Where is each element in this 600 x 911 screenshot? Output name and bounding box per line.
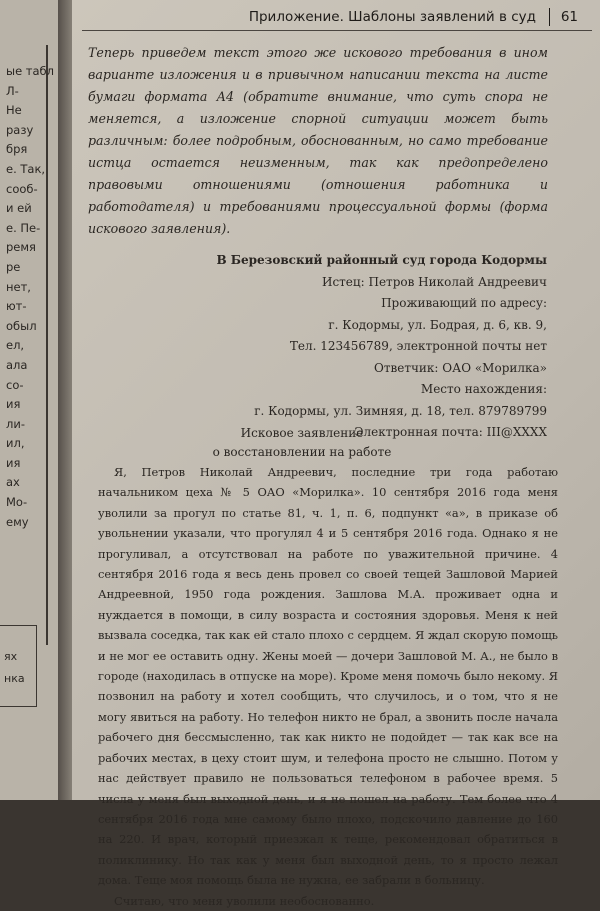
document-title	[132, 424, 472, 462]
left-fragment: бря	[6, 142, 28, 157]
left-fragment: ил,	[6, 436, 25, 451]
left-fragment: е. Пе-	[6, 220, 41, 235]
running-header	[72, 0, 592, 28]
page-number: 61	[560, 9, 578, 25]
left-fragment: ел,	[6, 338, 25, 353]
plaintiff-line: Истец: Петров Николай Андреевич	[321, 274, 547, 289]
left-fragment: Не	[6, 103, 22, 118]
plaintiff-contacts: Тел. 123456789, электронной почты нет	[289, 339, 547, 353]
body-paragraph: Я, Петров Николай Андреевич, последние три года работаю начальником цеха № 5 ОАО «Морилка». 10 сентября 2016 года меня уволили за прогул по статье 81, ч. 1, п. 6, подпункт «а», в приказе об увольнении указали, что прогулял 4 и 5 сентября 2016 года. Однако я не прогуливал, а отсутствовал на работе по уважительной причине. 4 сентября 2016 года я весь день провел со своей тещей Зашловой Марией Андреевной, 1950 года рождения. Зашлова М.А. проживает одна и нуждается в помощи, в силу возраста и состояния здоровья. Меня к ней вызвала соседка, так как ей стало плохо с сердцем. Я ждал скорую помощь и не мог ее оставить одну. Жены моей — дочери Зашловой М. А., не было в городе (находилась в отпуске на море). Кроме меня помочь было некому. Я позвонил на работу и хотел сообщить, что случилось, и о том, что я не могу явиться на работу. Но телефон никто не брал, а звонить после начала рабочего дня бессмысленно, так как никто не подойдет — так как все на рабочих местах, в цеху стоит шум, и телефона просто не слышно. Потом у нас действует правило не пользоваться телефоном в рабочее время. 5 числа у меня был выходной день, и я не пошел на работу. Тем более что 4 сентября 2016 года мне самому было плохо, подскочило давление до 160 на 220. И врач, который приезжал к теще, рекомендовал обратиться в поликлинику. Но так как у меня был выходной день, то я просто лежал дома. Теще моя помощь была не нужна, ее забрали в больницу.	[98, 465, 558, 888]
location-label: Место нахождения:	[420, 382, 547, 396]
left-fragment: сооб-	[6, 181, 38, 196]
left-fragment: ре	[6, 259, 21, 274]
left-fragment: ли-	[6, 416, 25, 431]
defendant-email: Электронная почта: III@XXXX	[354, 425, 547, 439]
left-fragment: со-	[6, 377, 24, 392]
header-rule	[82, 30, 592, 31]
left-page-border	[46, 45, 48, 645]
left-fragment: Л-	[6, 83, 19, 98]
left-fragment: ия	[6, 397, 21, 412]
body-paragraph: Считаю, что меня уволили необоснованно.	[114, 893, 375, 908]
left-page-text	[0, 62, 54, 532]
court-name: В Березовский районный суд города Кодормы	[216, 253, 547, 267]
title-line-2: о восстановлении на работе	[212, 445, 392, 459]
left-page	[0, 0, 62, 800]
left-box-text	[4, 646, 25, 690]
addressee-block	[192, 250, 547, 444]
left-fragment: нет,	[6, 279, 31, 294]
left-box-fragment: нка	[4, 672, 25, 685]
left-fragment: и ей	[6, 201, 32, 216]
right-page	[72, 0, 600, 908]
left-fragment: ему	[6, 514, 29, 529]
header-separator	[549, 8, 551, 26]
running-header-title: Приложение. Шаблоны заявлений в суд	[248, 9, 536, 25]
left-fragment: ют-	[6, 299, 27, 314]
left-fragment: разу	[6, 122, 34, 137]
left-fragment: е. Так,	[6, 161, 46, 176]
left-fragment: ия	[6, 455, 21, 470]
address-label: Проживающий по адресу:	[381, 296, 547, 310]
left-fragment: ремя	[6, 240, 36, 255]
left-fragment: обыл	[6, 318, 37, 333]
defendant-line: Ответчик: ОАО «Морилка»	[374, 360, 547, 375]
claim-body	[98, 462, 558, 911]
plaintiff-address: г. Кодормы, ул. Бодрая, д. 6, кв. 9,	[328, 317, 547, 332]
left-box-fragment: ях	[4, 650, 18, 663]
left-fragment: ах	[6, 475, 20, 490]
defendant-address: г. Кодормы, ул. Зимняя, д. 18, тел. 879789799	[254, 403, 547, 418]
intro-paragraph: Теперь приведем текст этого же искового требования в ином варианте изложения и в привычном написании текста на листе бумаги формата А4 (обратите внимание, что суть спора не меняется, а изложение спорной ситуации может быть различным: более подробным, обоснованным, но само требование истца остается неизменным, так как предопределено правовыми отношениями (отношения работника и работодателя) и требованиями процессуальной формы (форма искового заявления).	[88, 45, 548, 236]
left-fragment: ые табл	[6, 64, 54, 78]
left-fragment: ала	[6, 357, 28, 372]
left-fragment: Мо-	[6, 495, 28, 510]
title-line-1: Исковое заявление	[240, 426, 364, 440]
